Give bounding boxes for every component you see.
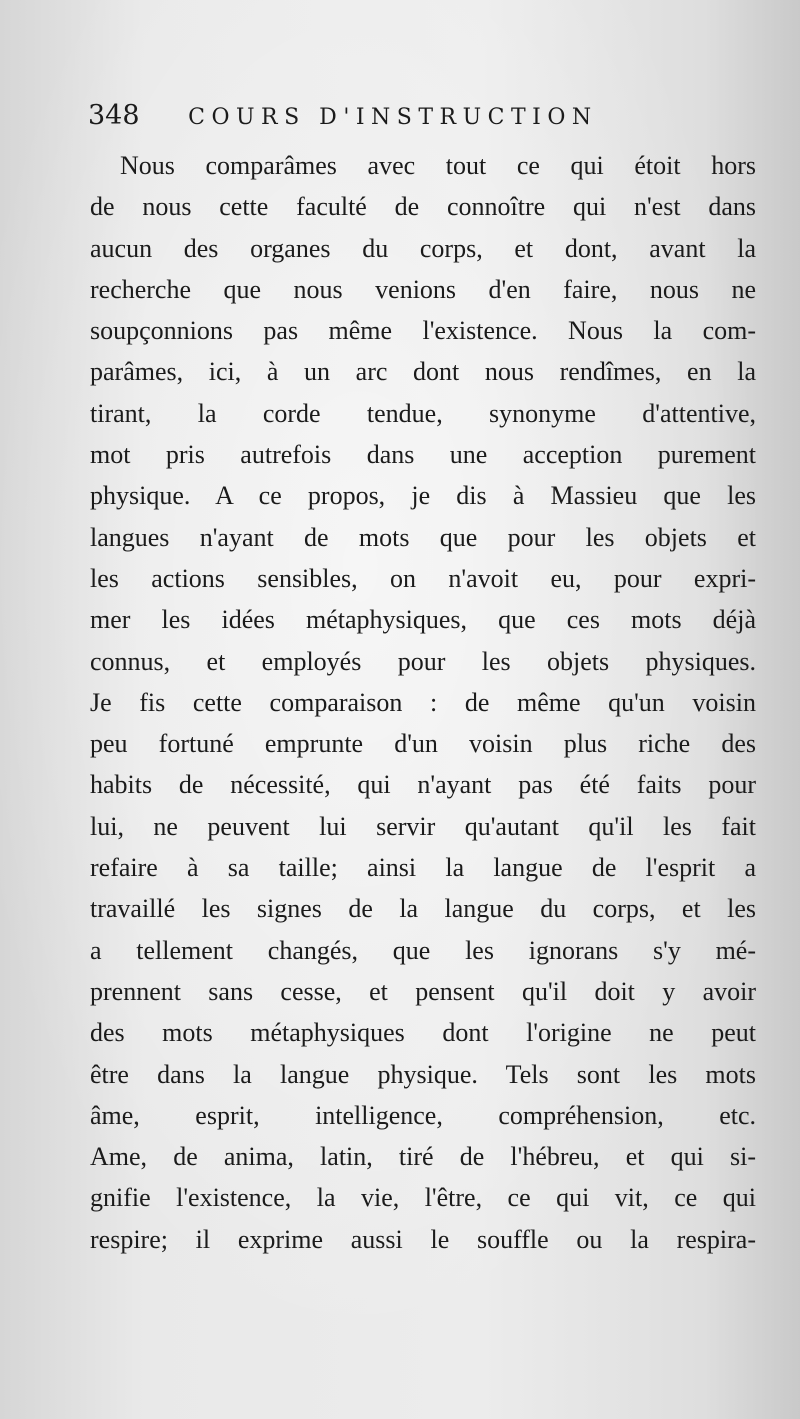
text-line: respire; il exprime aussi le souffle ou la respira- — [90, 1224, 756, 1254]
text-line: mer les idées métaphysiques, que ces mots déjà — [90, 605, 756, 635]
text-line: des mots métaphysiques dont l'origine ne peut — [90, 1018, 756, 1048]
text-line: tirant, la corde tendue, synonyme d'attentive, — [90, 398, 756, 428]
text-line: a tellement changés, que les ignorans s'y mé- — [90, 935, 756, 965]
text-line: recherche que nous venions d'en faire, nous ne — [90, 274, 756, 304]
text-line: Ame, de anima, latin, tiré de l'hébreu, et qui si- — [90, 1142, 756, 1172]
text-line: Nous comparâmes avec tout ce qui étoit hors — [120, 151, 756, 180]
text-line: soupçonnions pas même l'existence. Nous la com- — [90, 316, 756, 346]
text-line: âme, esprit, intelligence, compréhension, etc. — [90, 1100, 756, 1130]
text-line: être dans la langue physique. Tels sont les mots — [90, 1059, 756, 1089]
page-header — [88, 94, 788, 138]
text-line: les actions sensibles, on n'avoit eu, pour expri- — [90, 563, 756, 593]
text-line: mot pris autrefois dans une acception purement — [90, 440, 756, 470]
text-line: de nous cette faculté de connoître qui n'est dans — [90, 192, 756, 222]
text-line: parâmes, ici, à un arc dont nous rendîmes, en la — [90, 357, 756, 387]
text-line: prennent sans cesse, et pensent qu'il doit y avoir — [90, 976, 756, 1006]
text-line: connus, et employés pour les objets physiques. — [90, 646, 756, 676]
text-line: gnifie l'existence, la vie, l'être, ce qui vit, ce qui — [90, 1183, 756, 1213]
text-line: physique. A ce propos, je dis à Massieu que les — [90, 481, 756, 511]
page-number: 348 — [88, 100, 140, 131]
text-line: Je fis cette comparaison : de même qu'un voisin — [90, 687, 756, 717]
text-line: langues n'ayant de mots que pour les objets et — [90, 522, 756, 552]
text-line: refaire à sa taille; ainsi la langue de l'esprit a — [90, 853, 756, 883]
text-line: aucun des organes du corps, et dont, avant la — [90, 233, 756, 263]
running-head: COURS D'INSTRUCTION — [188, 105, 598, 130]
text-line: habits de nécessité, qui n'ayant pas été faits pour — [90, 770, 756, 800]
text-line: lui, ne peuvent lui servir qu'autant qu'il les fait — [90, 811, 756, 841]
text-line: travaillé les signes de la langue du corps, et les — [90, 894, 756, 924]
text-line: peu fortuné emprunte d'un voisin plus riche des — [90, 729, 756, 759]
body-text — [90, 145, 756, 1260]
